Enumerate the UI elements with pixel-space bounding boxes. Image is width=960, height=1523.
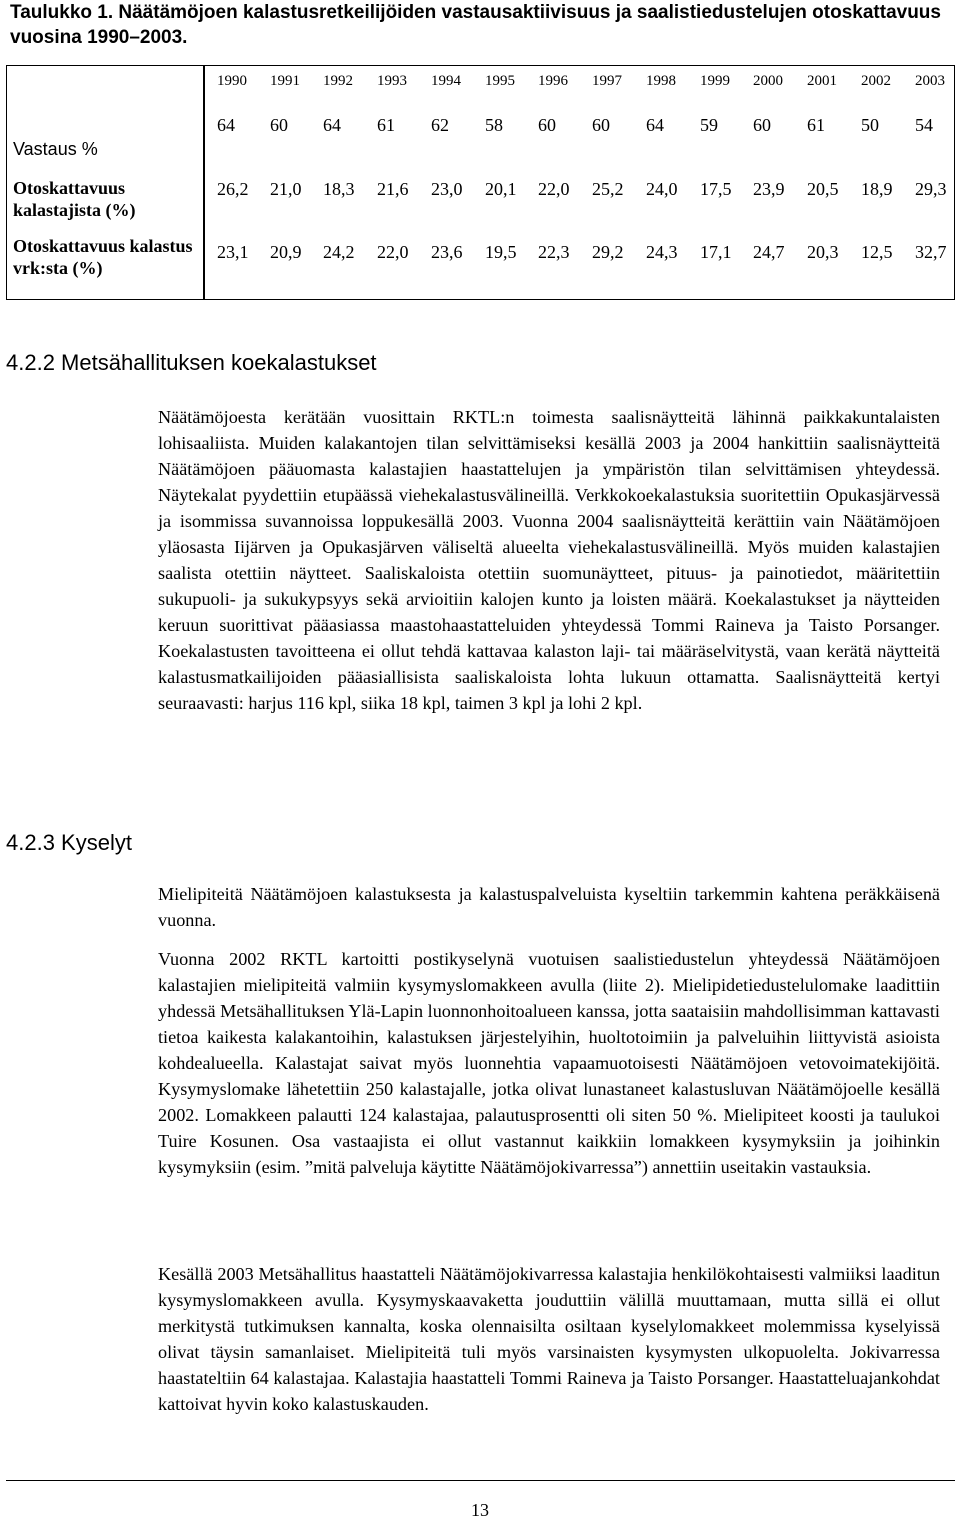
table-cell: 12,5 xyxy=(861,242,893,262)
table-cell: 60 xyxy=(538,115,556,135)
table-cell: 64 xyxy=(217,115,235,135)
table-cell: 25,2 xyxy=(592,179,624,199)
year-header-cell: 1999 xyxy=(700,73,730,89)
table-cell: 20,9 xyxy=(270,242,302,262)
table-cell: 23,1 xyxy=(217,242,249,262)
table-cell: 60 xyxy=(270,115,288,135)
table-cell: 64 xyxy=(646,115,664,135)
table-cell: 32,7 xyxy=(915,242,947,262)
row-label-coverage-fishers: Otoskattavuus kalastajista (%) xyxy=(13,178,136,220)
table-cell: 29,3 xyxy=(915,179,947,199)
table-cell: 21,0 xyxy=(270,179,302,199)
table-cell: 23,6 xyxy=(431,242,463,262)
table-cell: 18,9 xyxy=(861,179,893,199)
year-header-cell: 1993 xyxy=(377,73,407,89)
table-cell: 29,2 xyxy=(592,242,624,262)
row-label-response: Vastaus % xyxy=(13,139,98,159)
table-cell: 18,3 xyxy=(323,179,355,199)
table-divider xyxy=(203,66,205,299)
section-paragraph: Kesällä 2003 Metsähallitus haastatteli Näätämöjokivarressa kalastajia henkilökohtaisesti valmiiksi laaditun kysymyslomakkeen avulla. Kysymyskaavaketta jouduttiin välillä muuttamaan, mutta sillä ei ollut merkitystä tutkimuksen kannalta, koska olennaisilta osiltaan kyselylomakkeet molemmissa kyselyissä olivat täysin samanlaiset. Mielipiteitä tuli myös varsinaisten kysymysten ulkopuolelta. Jokivarressa haastateltiin 64 kalastajaa. Kalastajia haastatteli Tommi Raineva ja Taisto Porsanger. Haastatteluajankohdat kattoivat hyvin koko kalastuskauden. xyxy=(158,1264,940,1414)
row-label-coverage-days: Otoskattavuus kalastus vrk:sta (%) xyxy=(13,236,193,278)
table-cell: 22,0 xyxy=(538,179,570,199)
table-caption: Taulukko 1. Näätämöjoen kalastusretkeilijöiden vastausaktiivisuus ja saalistiedustelujen otoskattavuus vuosina 1990–2003. xyxy=(10,2,941,48)
table-cell: 19,5 xyxy=(485,242,517,262)
table-cell: 23,0 xyxy=(431,179,463,199)
table-cell: 20,5 xyxy=(807,179,839,199)
table-cell: 64 xyxy=(323,115,341,135)
table-cell: 24,3 xyxy=(646,242,678,262)
table-cell: 23,9 xyxy=(753,179,785,199)
table-cell: 17,5 xyxy=(700,179,732,199)
table-cell: 24,7 xyxy=(753,242,785,262)
data-table xyxy=(6,65,955,300)
table-cell: 60 xyxy=(592,115,610,135)
table-cell: 59 xyxy=(700,115,718,135)
table-cell: 22,0 xyxy=(377,242,409,262)
year-header-cell: 2000 xyxy=(753,73,783,89)
section-heading-kyselyt: 4.2.3 Kyselyt xyxy=(6,830,132,855)
year-header-cell: 1995 xyxy=(485,73,515,89)
year-header-cell: 1996 xyxy=(538,73,568,89)
table-cell: 54 xyxy=(915,115,933,135)
table-cell: 24,2 xyxy=(323,242,355,262)
year-header-cell: 1997 xyxy=(592,73,622,89)
page-number: 13 xyxy=(471,1500,489,1520)
table-cell: 62 xyxy=(431,115,449,135)
table-cell: 20,3 xyxy=(807,242,839,262)
year-header-cell: 1994 xyxy=(431,73,461,89)
year-header-cell: 2003 xyxy=(915,73,945,89)
year-header-cell: 1991 xyxy=(270,73,300,89)
table-cell: 21,6 xyxy=(377,179,409,199)
year-header-cell: 2002 xyxy=(861,73,891,89)
table-cell: 60 xyxy=(753,115,771,135)
table-cell: 17,1 xyxy=(700,242,732,262)
table-cell: 26,2 xyxy=(217,179,249,199)
year-header-cell: 1990 xyxy=(217,73,247,89)
section-paragraph: Näätämöjoesta kerätään vuosittain RKTL:n toimesta saalisnäytteitä lähinnä paikkakuntalaisten lohisaaliista. Muiden kalakantojen tilan selvittämiseksi kesällä 2003 ja 2004 hankittiin saalisnäytteitä Näätämöjoen pääuomasta kalastajien haastattelujen ja ympäristön tilan selvittämisen yhteydessä. Näytekalat pyydettiin etupäässä viehekalastusvälineillä. Verkkokoekalastuksia suoritettiin Opukasjärvessä ja isommissa suvannoissa loppukesällä 2003. Vuonna 2004 saalisnäytteitä kerättiin vain Näätämöjoen yläosasta Iijärven ja Opukasjärven väliseltä alueelta viehekalastusvälineillä. Myös muiden kalastajien saalista otettiin näytteet. Saaliskaloista otettiin suomunäytteet, pituus- ja painotiedot, määritettiin sukupuoli- ja sukukypsyys sekä arvioitiin kalojen kunto ja loisten määrä. Koekalastukset ja näytteiden keruun suorittivat pääasiassa maastohaastatteluiden yhteydessä Tommi Raineva ja Taisto Porsanger. Koekalastusten tavoitteena ei ollut tehdä kattavaa kalaston laji- tai määräselvitystä, vaan kerätä näytteitä kalastusmatkailijoiden pääasiallisista saaliskaloista lohta lukuun ottamatta. Saalisnäytteitä kertyi seuraavasti: harjus 116 kpl, siika 18 kpl, taimen 3 kpl ja lohi 2 kpl. xyxy=(158,407,940,713)
footer-rule xyxy=(6,1480,955,1481)
section-paragraph: Mielipiteitä Näätämöjoen kalastuksesta ja kalastuspalveluista kyseltiin tarkemmin kahtena peräkkäisenä vuonna. xyxy=(158,884,940,930)
table-cell: 22,3 xyxy=(538,242,570,262)
section-paragraph: Vuonna 2002 RKTL kartoitti postikyselynä vuotuisen saalistiedustelun yhteydessä Näätämöjoen kalastajien mielipiteitä valmiin kysymyslomakkeen avulla (liite 2). Mielipidetiedustelulomake laadittiin yhdessä Metsähallituksen Ylä-Lapin luonnonhoitoalueen kanssa, jotta saataisiin mahdollisimman kattavasti tietoa kaikesta kalakantoihin, kalastuksen järjestelyihin, huoltotoimiin ja palveluihin liittyvistä asioista kohdealueella. Kalastajat saivat myös luonnehtia vapaamuotoisesti Näätämöjoen vetovoimatekijöitä. Kysymyslomake lähetettiin 250 kalastajalle, jotka olivat lunastaneet kalastusluvan Näätämöjoelle kesällä 2002. Lomakkeen palautti 124 kalastajaa, palautusprosentti oli siten 50 %. Mielipiteet koosti ja taulukoi Tuire Kosunen. Osa vastaajista ei ollut vastannut kaikkiin lomakkeen kysymyksiin ja joihinkin kysymyksiin (esim. ”mitä palveluja käytitte Näätämöjokivarressa”) annettiin useitakin vastauksia. xyxy=(158,949,940,1177)
table-cell: 61 xyxy=(807,115,825,135)
table-cell: 58 xyxy=(485,115,503,135)
table-cell: 61 xyxy=(377,115,395,135)
table-cell: 24,0 xyxy=(646,179,678,199)
year-header-cell: 1998 xyxy=(646,73,676,89)
table-cell: 20,1 xyxy=(485,179,517,199)
year-header-cell: 2001 xyxy=(807,73,837,89)
table-cell: 50 xyxy=(861,115,879,135)
year-header-cell: 1992 xyxy=(323,73,353,89)
section-heading-koekalastukset: 4.2.2 Metsähallituksen koekalastukset xyxy=(6,350,377,375)
